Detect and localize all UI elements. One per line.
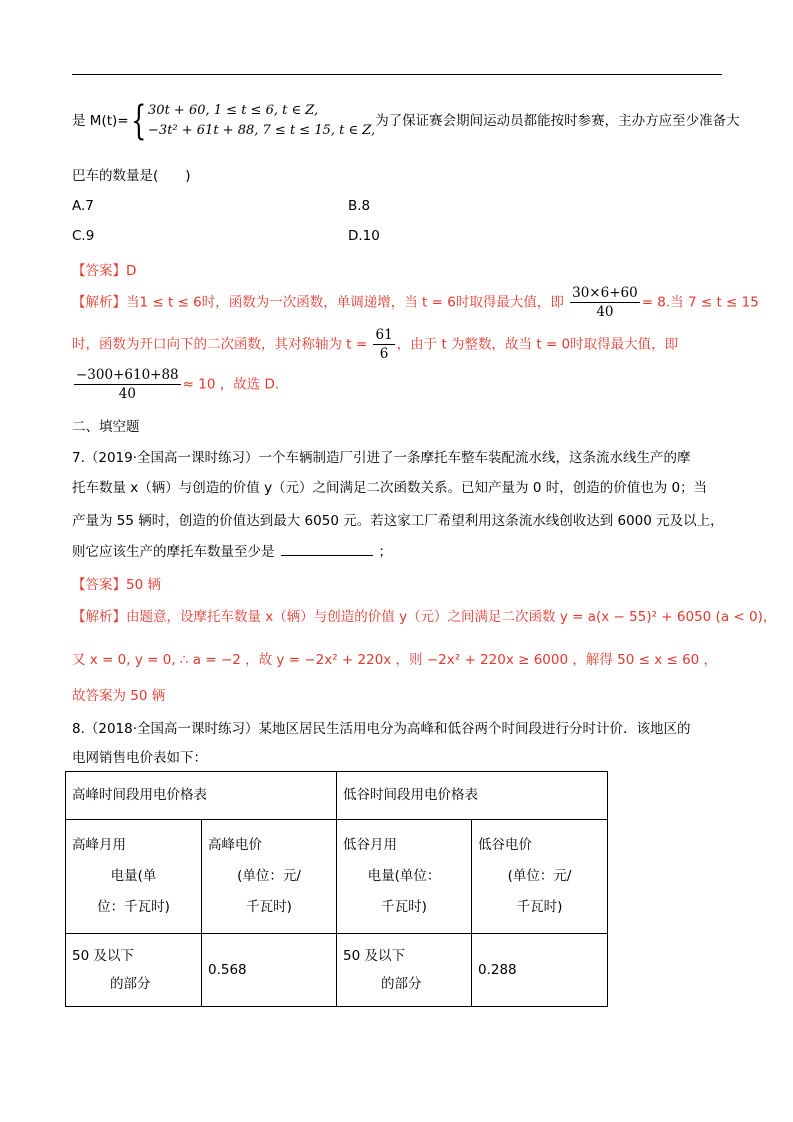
analysis-label: 【解析】 <box>72 294 126 311</box>
q7-analysis-line3: 故答案为 50 辆 <box>72 688 166 704</box>
analysis-text-2a: 时，函数为开口向下的二次函数，其对称轴为 t = <box>72 336 368 353</box>
analysis-label: 【解析】 <box>72 609 126 625</box>
analysis-text-1a: 当1 ≤ t ≤ 6时，函数为一次函数，单调递增，当 t = 6时取得最大值，即 <box>126 294 564 311</box>
q8-line1: 8.（2018·全国高一课时练习）某地区居民生活用电分为高峰和低谷两个时间段进行分时计价．该地区的 <box>72 721 691 737</box>
table-row <box>66 934 608 1007</box>
peak-header: 高峰时间段用电价格表 <box>66 772 337 820</box>
q6-prefix: 是 M(t)= <box>72 113 129 129</box>
q6-stem <box>72 98 740 144</box>
option-d: D.10 <box>348 228 380 244</box>
fraction-2: $\frac{61}{6}$ <box>375 327 393 362</box>
cell-valley-price: 0.288 <box>472 934 608 1007</box>
q6-stem-tail: 为了保证赛会期间运动员都能按时参赛，主办方应至少准备大 <box>375 113 740 129</box>
option-b: B.8 <box>348 198 371 214</box>
q7-answer: 【答案】50 辆 <box>72 577 161 593</box>
option-c: C.9 <box>72 228 95 244</box>
fraction-3: $\frac{-300+610+88}{40}$ <box>76 367 179 402</box>
cell-peak-qty: 50 及以下 的部分 <box>66 934 202 1007</box>
q7-line2: 托车数量 x（辆）与创造的价值 y（元）之间满足二次函数关系。已知产量为 0 时，创造的价值也为 0；当 <box>72 480 708 496</box>
q7-analysis-text-1: 由题意，设摩托车数量 x（辆）与创造的价值 y（元）之间满足二次函数 y = a(x − 55)² + 6050 (a < 0)， <box>126 609 777 625</box>
option-a: A.7 <box>72 198 94 214</box>
col-peak-price: 高峰电价 (单位：元/ 千瓦时) <box>202 820 337 934</box>
q7-line4-text: 则它应该生产的摩托车数量至少是 <box>72 544 275 560</box>
piecewise-cases <box>148 101 375 141</box>
header-rule <box>72 74 722 75</box>
section-title: 二、填空题 <box>72 419 140 435</box>
q7-analysis-line1 <box>72 605 776 625</box>
q7-line1: 7.（2019·全国高一课时练习）一个车辆制造厂引进了一条摩托车整车装配流水线，这条流水线生产的摩 <box>72 450 691 466</box>
col-peak-qty: 高峰月用 电量(单 位：千瓦时) <box>66 820 202 934</box>
table-header-row <box>66 772 608 820</box>
q7-line4 <box>72 540 392 560</box>
cell-peak-price: 0.568 <box>202 934 337 1007</box>
table-column-row <box>66 820 608 934</box>
analysis-text-2b: ，由于 t 为整数，故当 t = 0时取得最大值，即 <box>396 336 679 353</box>
q7-line4-tail: ； <box>378 544 392 560</box>
analysis-text-1b: = 8.当 7 ≤ t ≤ 15 <box>641 294 759 311</box>
cell-valley-qty: 50 及以下 的部分 <box>337 934 472 1007</box>
brace-symbol: { <box>130 98 146 144</box>
q6-stem-line2: 巴车的数量是( ) <box>72 168 191 184</box>
q6-answer: 【答案】D <box>72 263 137 279</box>
col-valley-price: 低谷电价 (单位：元/ 千瓦时) <box>472 820 608 934</box>
q7-analysis-line2: 又 x = 0, y = 0, ∴ a = −2 ，故 y = −2x² + 220x ，则 −2x² + 220x ≥ 6000 ，解得 50 ≤ x ≤ 60 ， <box>72 652 718 668</box>
price-table <box>65 771 608 1007</box>
analysis-text-3: ≈ 10 ，故选 D. <box>182 376 280 393</box>
case-1: 30t + 60, 1 ≤ t ≤ 6, t ∈ Z, <box>148 103 319 118</box>
valley-header: 低谷时间段用电价格表 <box>337 772 608 820</box>
col-valley-qty: 低谷月用 电量(单位： 千瓦时) <box>337 820 472 934</box>
q6-analysis-line2 <box>72 326 678 363</box>
q6-analysis-line1 <box>72 284 759 321</box>
q8-line2: 电网销售电价表如下： <box>72 750 207 766</box>
answer-blank <box>281 543 373 556</box>
case-2: −3t² + 61t + 88, 7 ≤ t ≤ 15, t ∈ Z, <box>148 123 376 138</box>
q6-analysis-line3 <box>72 366 279 403</box>
q7-line3: 产量为 55 辆时，创造的价值达到最大 6050 元。若这家工厂希望利用这条流水线创收达到 6000 元及以上， <box>72 513 724 529</box>
fraction-1: $\frac{30\times 6+60}{40}$ <box>572 285 638 320</box>
